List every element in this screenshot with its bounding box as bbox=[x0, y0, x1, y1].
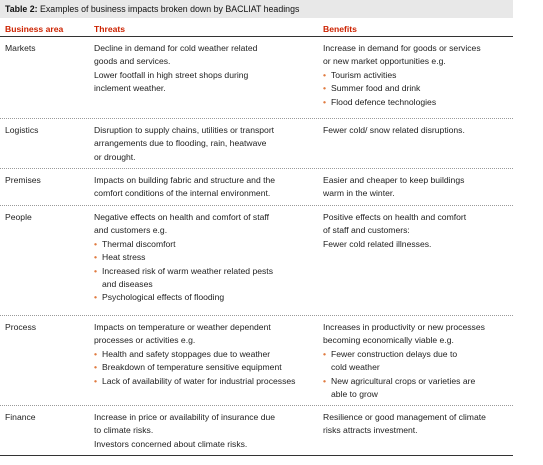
threat-line: Increase in price or availability of insurance due bbox=[94, 412, 276, 422]
threat-line: inclement weather. bbox=[94, 83, 166, 94]
benefit-line: risks attracts investment. bbox=[323, 425, 418, 436]
threats-cell bbox=[94, 321, 316, 388]
row-divider bbox=[0, 315, 513, 316]
bullet-icon: • bbox=[94, 238, 98, 249]
bullet-item bbox=[94, 238, 316, 251]
threat-line: Decline in demand for cold weather related bbox=[94, 43, 258, 53]
table-caption bbox=[0, 0, 513, 18]
bullet-item bbox=[323, 82, 513, 95]
threats-cell bbox=[94, 42, 316, 96]
bullet-continuation: able to grow bbox=[331, 389, 378, 400]
table-bottom-rule bbox=[0, 455, 513, 456]
caption-prefix: Table 2: bbox=[5, 4, 38, 14]
bullet-icon: • bbox=[94, 362, 98, 373]
bullet-text: Summer food and drink bbox=[331, 83, 421, 94]
bullet-item bbox=[323, 69, 513, 82]
benefits-cell bbox=[323, 321, 513, 401]
row-divider bbox=[0, 168, 513, 169]
threat-line: comfort conditions of the internal environment. bbox=[94, 188, 271, 199]
area-cell: Markets bbox=[5, 43, 36, 53]
bullet-icon: • bbox=[323, 375, 327, 386]
area-cell: Premises bbox=[5, 175, 41, 185]
header-business-area: Business area bbox=[5, 24, 64, 34]
header-threats: Threats bbox=[94, 24, 126, 34]
threat-line: to climate risks. bbox=[94, 425, 154, 436]
bullet-item bbox=[94, 348, 316, 361]
benefit-line: Fewer cold/ snow related disruptions. bbox=[323, 125, 465, 135]
benefit-line: Positive effects on health and comfort bbox=[323, 212, 467, 222]
header-benefits: Benefits bbox=[323, 24, 357, 34]
threat-line: arrangements due to flooding, rain, heatwave bbox=[94, 138, 267, 149]
bullet-icon: • bbox=[94, 265, 98, 276]
threat-line: Impacts on temperature or weather dependent bbox=[94, 322, 271, 332]
benefits-cell bbox=[323, 42, 513, 109]
area-cell: Process bbox=[5, 322, 37, 332]
bullet-text: Heat stress bbox=[102, 252, 146, 263]
benefit-line: of staff and customers: bbox=[323, 225, 410, 236]
bullet-icon: • bbox=[94, 375, 98, 386]
header-rule bbox=[0, 36, 513, 37]
row-divider bbox=[0, 118, 513, 119]
bullet-text: Health and safety stoppages due to weather bbox=[102, 348, 271, 359]
row-divider bbox=[0, 405, 513, 406]
bullet-icon: • bbox=[94, 348, 98, 359]
bullet-item bbox=[323, 96, 513, 109]
bullet-icon: • bbox=[323, 83, 327, 94]
bullet-icon: • bbox=[323, 69, 327, 80]
bullet-text: Breakdown of temperature sensitive equipment bbox=[102, 362, 282, 373]
benefit-line: Resilience or good management of climate bbox=[323, 412, 486, 422]
threat-line: Lower footfall in high street shops during bbox=[94, 69, 249, 80]
threat-line: processes or activities e.g. bbox=[94, 335, 196, 346]
bullet-continuation: and diseases bbox=[102, 279, 153, 290]
area-cell: Logistics bbox=[5, 125, 39, 135]
threats-cell bbox=[94, 124, 316, 164]
benefit-line: Easier and cheaper to keep buildings bbox=[323, 175, 465, 185]
threats-cell bbox=[94, 211, 316, 305]
benefit-line: Fewer cold related illnesses. bbox=[323, 238, 432, 249]
bullet-text: Flood defence technologies bbox=[331, 96, 437, 107]
benefit-line: warm in the winter. bbox=[323, 188, 395, 199]
benefits-cell bbox=[323, 124, 513, 137]
bullet-item bbox=[94, 375, 316, 388]
threats-cell bbox=[94, 174, 316, 201]
bullet-text: Tourism activities bbox=[331, 69, 397, 80]
threat-line: and customers e.g. bbox=[94, 225, 168, 236]
bullet-icon: • bbox=[94, 292, 98, 303]
bullet-icon: • bbox=[323, 348, 327, 359]
threat-line: Negative effects on health and comfort of staff bbox=[94, 212, 270, 222]
bullet-text: Fewer construction delays due to bbox=[331, 348, 458, 359]
bullet-item bbox=[323, 348, 513, 361]
bullet-text: New agricultural crops or varieties are bbox=[331, 375, 476, 386]
benefit-line: or new market opportunities e.g. bbox=[323, 56, 446, 67]
bullet-item bbox=[94, 291, 316, 304]
threat-line: Impacts on building fabric and structure and the bbox=[94, 175, 276, 185]
threats-cell bbox=[94, 411, 316, 451]
bullet-item bbox=[94, 361, 316, 374]
bullet-icon: • bbox=[323, 96, 327, 107]
threat-line: Investors concerned about climate risks. bbox=[94, 438, 248, 449]
threat-line: or drought. bbox=[94, 151, 136, 162]
row-divider bbox=[0, 205, 513, 206]
bullet-item bbox=[323, 375, 513, 388]
threat-line: Disruption to supply chains, utilities or transport bbox=[94, 125, 275, 135]
benefit-line: Increases in productivity or new processes bbox=[323, 322, 485, 332]
bullet-icon: • bbox=[94, 252, 98, 263]
benefits-cell bbox=[323, 411, 513, 438]
bullet-text: Thermal discomfort bbox=[102, 238, 176, 249]
bullet-item bbox=[94, 265, 316, 278]
area-cell: People bbox=[5, 212, 32, 222]
benefit-line: becoming economically viable e.g. bbox=[323, 335, 454, 346]
bullet-text: Increased risk of warm weather related pests bbox=[102, 265, 273, 276]
caption-text: Examples of business impacts broken down by BACLIAT headings bbox=[37, 4, 300, 14]
benefits-cell bbox=[323, 174, 513, 201]
threat-line: goods and services. bbox=[94, 56, 171, 67]
area-cell: Finance bbox=[5, 412, 36, 422]
bullet-item bbox=[94, 251, 316, 264]
bullet-continuation: cold weather bbox=[331, 362, 380, 373]
benefit-line: Increase in demand for goods or services bbox=[323, 43, 481, 53]
benefits-cell bbox=[323, 211, 513, 251]
bullet-text: Psychological effects of flooding bbox=[102, 292, 225, 303]
bullet-text: Lack of availability of water for industrial processes bbox=[102, 375, 296, 386]
